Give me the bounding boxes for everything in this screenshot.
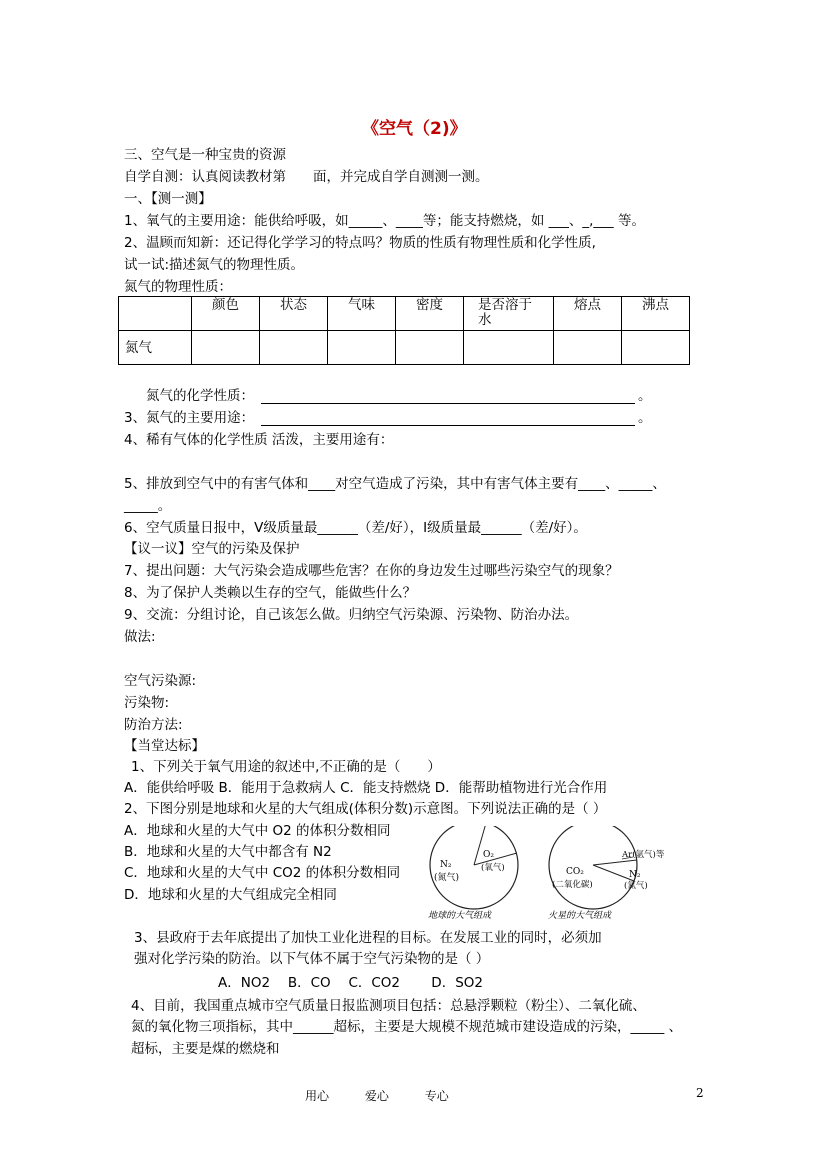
method-label: 做法:	[124, 629, 156, 645]
exercise-3-options: A．NO2 B．CO C．CO2 D．SO2	[218, 975, 483, 991]
exercise-1: 1、下列关于氧气用途的叙述中,不正确的是（ ）	[131, 759, 441, 775]
table-cell	[260, 331, 328, 365]
prevention-label: 防治方法:	[124, 717, 183, 733]
table-row	[119, 331, 690, 365]
table-header-cell: 状态	[260, 297, 328, 331]
mars-ar-label: Ar(氩气)等	[622, 850, 665, 860]
page-number: 2	[696, 1086, 704, 1100]
question-6: 6、空气质量日报中，Ⅴ级质量最______（差/好），Ⅰ级质量最______（差/好）。	[124, 520, 587, 536]
table-cell	[464, 331, 554, 365]
exercise-4-cont2: 超标，主要是煤的燃烧和	[131, 1041, 280, 1057]
earth-o2-label: O₂	[483, 850, 494, 860]
earth-n2-sub: (氮气)	[434, 873, 460, 883]
discuss-heading: 【议一议】空气的污染及保护	[124, 541, 300, 557]
question-5-cont: _____。	[124, 498, 172, 514]
earth-atmosphere-diagram	[428, 826, 555, 921]
end-mark: 。	[638, 410, 652, 426]
exercise-2-option-a: A．地球和火星的大气中 O2 的体积分数相同	[124, 823, 391, 839]
footer-item: 专心	[424, 1089, 449, 1103]
table-header-cell: 熔点	[554, 297, 622, 331]
table-row-label: 氮气	[119, 331, 192, 365]
nitrogen-properties-table	[118, 296, 690, 365]
exercise-2-option-b: B．地球和火星的大气中都含有 N2	[124, 844, 332, 860]
question-8: 8、为了保护人类赖以生存的空气，能做些什么？	[124, 585, 417, 601]
mars-n2-sub: (氮气)	[624, 881, 648, 891]
exercise-3-cont: 强对化学污染的防治。以下气体不属于空气污染物的是（ ）	[134, 951, 490, 967]
exercise-4-cont: 氮的氧化物三项指标，其中______超标，主要是大规模不规范城市建设造成的污染，_____ 、	[131, 1019, 683, 1035]
exercise-heading: 【当堂达标】	[124, 738, 205, 754]
table-header-cell: 颜色	[192, 297, 260, 331]
question-3: 3、氮气的主要用途：	[124, 410, 255, 426]
exercise-3: 3、县政府于去年底提出了加快工业化进程的目标。在发展工业的同时，必须加	[134, 930, 602, 946]
mars-co2-label: CO₂	[566, 867, 584, 877]
answer-blank-line	[261, 425, 635, 426]
exercise-4: 4、目前，我国重点城市空气质量日报监测项目包括：总悬浮颗粒（粉尘）、二氧化硫、	[131, 998, 646, 1014]
physical-props-label: 氮气的物理性质：	[124, 279, 232, 295]
question-2: 2、温顾而知新：还记得化学学习的特点吗？物质的性质有物理性质和化学性质,	[124, 235, 596, 251]
exercise-1-options: A．能供给呼吸 B．能用于急救病人 C．能支持燃烧 D．能帮助植物进行光合作用	[124, 780, 608, 796]
question-5: 5、排放到空气中的有害气体和____对空气造成了污染，其中有害气体主要有____、_____、	[124, 476, 666, 492]
mars-n2-label: N₂	[629, 870, 641, 880]
mars-atmosphere-diagram	[548, 826, 665, 921]
question-9: 9、交流：分组讨论，自己该怎么做。归纳空气污染源、污染物、防治办法。	[124, 607, 579, 623]
earth-caption: 地球的大气组成	[428, 911, 492, 921]
earth-n2-label: N₂	[440, 860, 452, 870]
table-header-cell: 密度	[396, 297, 464, 331]
table-header-row	[119, 297, 690, 331]
mars-caption: 火星的大气组成	[548, 911, 612, 921]
exercise-2: 2、下图分别是地球和火星的大气组成(体积分数)示意图。下列说法正确的是（ ）	[124, 801, 607, 817]
table-header-cell: 是否溶于水	[464, 297, 554, 331]
try-line: 试一试:描述氮气的物理性质。	[124, 257, 305, 273]
answer-blank-line	[261, 403, 635, 404]
mars-co2-sub: (二氧化碳)	[552, 880, 593, 890]
table-header-cell: 沸点	[622, 297, 690, 331]
table-cell	[622, 331, 690, 365]
question-1: 1、氧气的主要用途：能供给呼吸，如_____、____等；能支持燃烧，如 ___、_,___ 等。	[124, 213, 645, 229]
question-7: 7、提出问题：大气污染会造成哪些危害？在你的身边发生过哪些污染空气的现象？	[124, 563, 619, 579]
table-cell	[328, 331, 396, 365]
table-cell	[192, 331, 260, 365]
footer-item: 用心	[305, 1089, 330, 1103]
table-cell	[396, 331, 464, 365]
pollution-source-label: 空气污染源:	[124, 673, 197, 689]
table-cell	[554, 331, 622, 365]
earth-o2-sub: (氧气)	[481, 863, 505, 873]
page-footer	[305, 1087, 481, 1104]
exercise-2-option-c: C．地球和火星的大气中 CO2 的体积分数相同	[124, 865, 401, 881]
question-4: 4、稀有气体的化学性质 活泼，主要用途有：	[124, 432, 394, 448]
self-study-line: 自学自测：认真阅读教材第 面，并完成自学自测测一测。	[124, 169, 489, 185]
page-title: 《空气（2)》	[362, 119, 467, 139]
footer-item: 爱心	[364, 1089, 389, 1103]
test-heading: 一、【测一测】	[124, 191, 212, 207]
atmosphere-composition-figure	[426, 826, 696, 922]
pollutant-label: 污染物:	[124, 695, 170, 711]
chemical-props-label: 氮气的化学性质：	[146, 388, 254, 404]
section-heading: 三、空气是一种宝贵的资源	[124, 147, 286, 163]
exercise-2-option-d: D．地球和火星的大气组成完全相同	[124, 887, 337, 903]
table-header-cell	[119, 297, 192, 331]
table-header-cell: 气味	[328, 297, 396, 331]
end-mark: 。	[638, 388, 652, 404]
